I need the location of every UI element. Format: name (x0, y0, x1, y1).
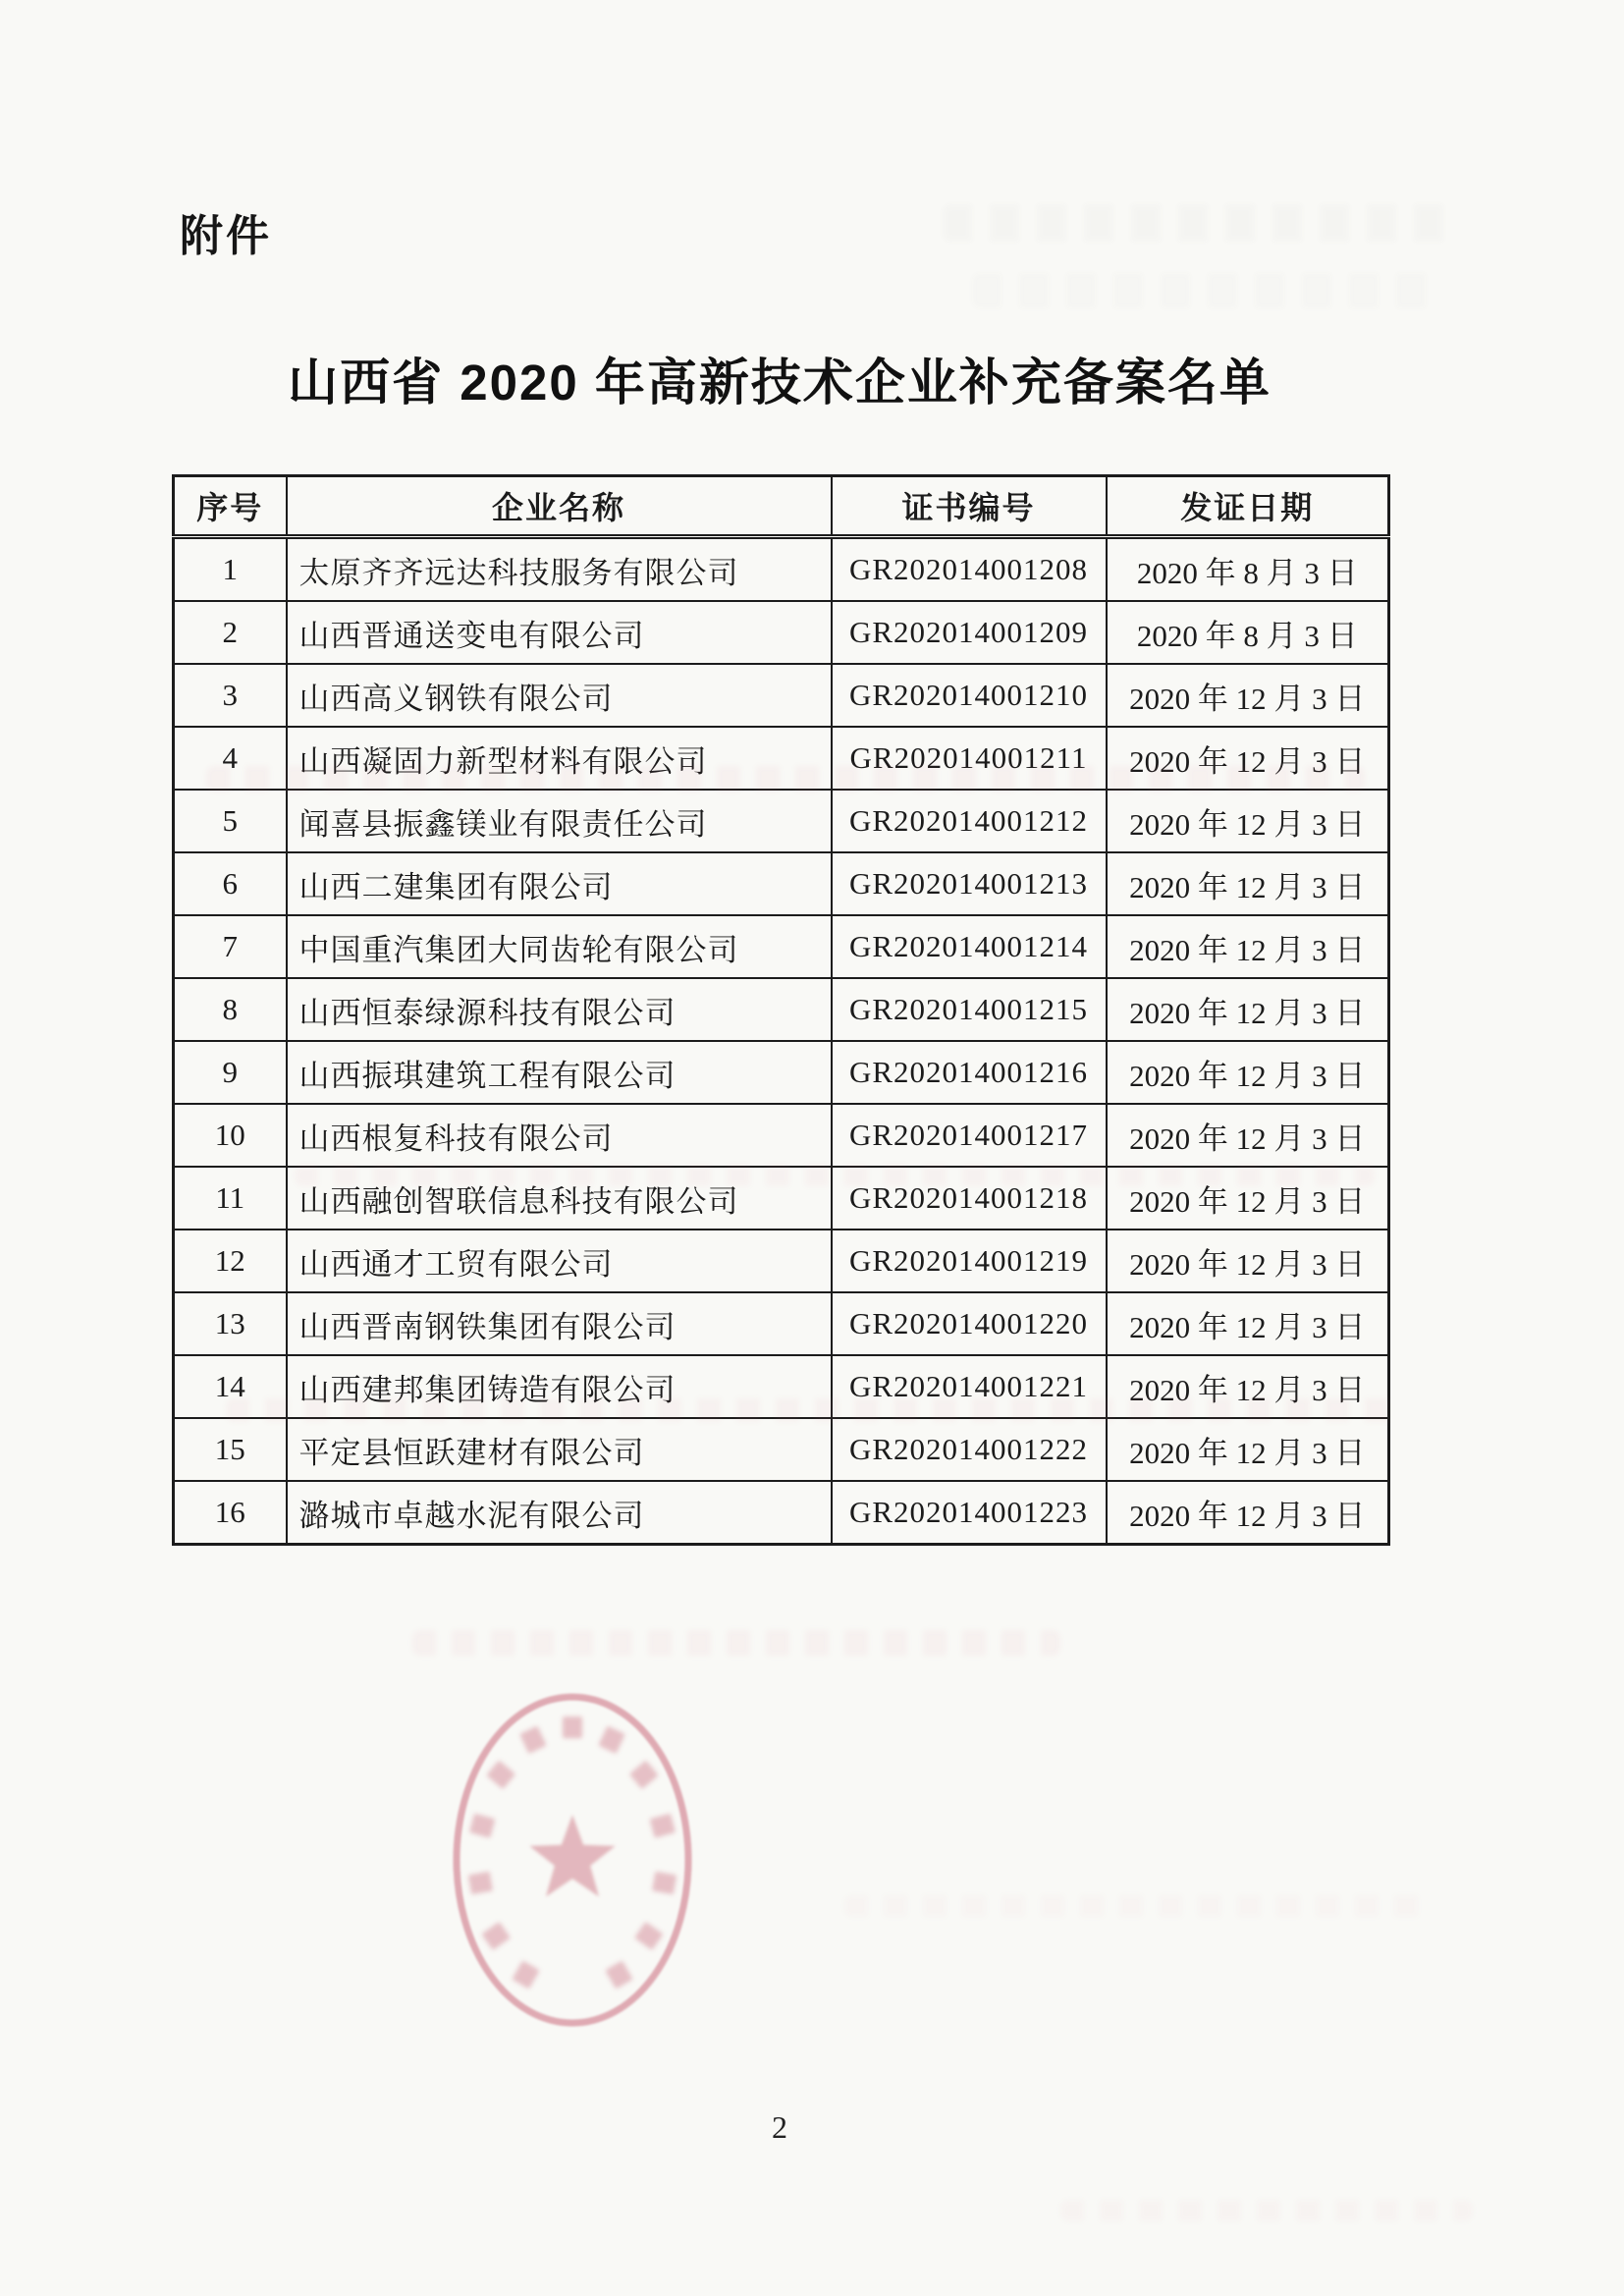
company-name-cell: 山西晋通送变电有限公司 (287, 601, 832, 664)
table-row (174, 978, 1389, 1041)
table-row (174, 1041, 1389, 1104)
issue-date-cell: 2020 年 12 月 3 日 (1107, 1104, 1389, 1167)
row-number-cell: 9 (174, 1041, 287, 1104)
company-name-cell: 山西二建集团有限公司 (287, 852, 832, 915)
issue-date-cell: 2020 年 12 月 3 日 (1107, 1292, 1389, 1355)
col-header-date: 发证日期 (1107, 476, 1389, 537)
certificate-number-cell: GR202014001219 (832, 1230, 1107, 1292)
table-row (174, 1167, 1389, 1230)
col-header-certificate: 证书编号 (832, 476, 1107, 537)
certificate-number-cell: GR202014001214 (832, 915, 1107, 978)
issue-date-cell: 2020 年 12 月 3 日 (1107, 1041, 1389, 1104)
certificate-number-cell: GR202014001222 (832, 1418, 1107, 1481)
row-number-cell: 6 (174, 852, 287, 915)
table-row (174, 1355, 1389, 1418)
issue-date-cell: 2020 年 12 月 3 日 (1107, 852, 1389, 915)
bleed-through-artifact (1060, 2200, 1473, 2221)
row-number-cell: 2 (174, 601, 287, 664)
issue-date-cell: 2020 年 12 月 3 日 (1107, 1355, 1389, 1418)
row-number-cell: 12 (174, 1230, 287, 1292)
row-number-cell: 16 (174, 1481, 287, 1545)
company-name-cell: 平定县恒跃建材有限公司 (287, 1418, 832, 1481)
company-name-cell: 山西高义钢铁有限公司 (287, 664, 832, 727)
page-number: 2 (772, 2109, 787, 2145)
bleed-through-artifact (412, 1630, 1060, 1656)
certificate-number-cell: GR202014001209 (832, 601, 1107, 664)
certificate-number-cell: GR202014001215 (832, 978, 1107, 1041)
table-header-row (174, 476, 1389, 537)
row-number-cell: 8 (174, 978, 287, 1041)
issue-date-cell: 2020 年 12 月 3 日 (1107, 664, 1389, 727)
issue-date-cell: 2020 年 8 月 3 日 (1107, 537, 1389, 602)
company-name-cell: 山西根复科技有限公司 (287, 1104, 832, 1167)
certificate-number-cell: GR202014001216 (832, 1041, 1107, 1104)
certificate-number-cell: GR202014001212 (832, 790, 1107, 852)
row-number-cell: 11 (174, 1167, 287, 1230)
table-row (174, 727, 1389, 790)
page-title: 山西省 2020 年高新技术企业补充备案名单 (288, 355, 1272, 410)
company-name-cell: 山西通才工贸有限公司 (287, 1230, 832, 1292)
bleed-through-artifact (943, 204, 1453, 242)
bleed-through-artifact (844, 1895, 1434, 1917)
company-name-cell: 山西晋南钢铁集团有限公司 (287, 1292, 832, 1355)
table-row (174, 1292, 1389, 1355)
table-row (174, 664, 1389, 727)
issue-date-cell: 2020 年 12 月 3 日 (1107, 790, 1389, 852)
table-row (174, 601, 1389, 664)
enterprise-roster-table (172, 474, 1390, 1546)
certificate-number-cell: GR202014001217 (832, 1104, 1107, 1167)
issue-date-cell: 2020 年 12 月 3 日 (1107, 1481, 1389, 1545)
red-star-seal-icon (447, 1691, 698, 2031)
table-row (174, 790, 1389, 852)
row-number-cell: 1 (174, 537, 287, 602)
company-name-cell: 山西建邦集团铸造有限公司 (287, 1355, 832, 1418)
col-header-company: 企业名称 (287, 476, 832, 537)
company-name-cell: 中国重汽集团大同齿轮有限公司 (287, 915, 832, 978)
issue-date-cell: 2020 年 12 月 3 日 (1107, 727, 1389, 790)
issue-date-cell: 2020 年 12 月 3 日 (1107, 1230, 1389, 1292)
certificate-number-cell: GR202014001211 (832, 727, 1107, 790)
issue-date-cell: 2020 年 12 月 3 日 (1107, 978, 1389, 1041)
table-row (174, 915, 1389, 978)
company-name-cell: 山西恒泰绿源科技有限公司 (287, 978, 832, 1041)
company-name-cell: 潞城市卓越水泥有限公司 (287, 1481, 832, 1545)
issue-date-cell: 2020 年 12 月 3 日 (1107, 1418, 1389, 1481)
certificate-number-cell: GR202014001218 (832, 1167, 1107, 1230)
row-number-cell: 10 (174, 1104, 287, 1167)
row-number-cell: 7 (174, 915, 287, 978)
company-name-cell: 山西凝固力新型材料有限公司 (287, 727, 832, 790)
col-header-index: 序号 (174, 476, 287, 537)
certificate-number-cell: GR202014001223 (832, 1481, 1107, 1545)
row-number-cell: 14 (174, 1355, 287, 1418)
company-name-cell: 山西融创智联信息科技有限公司 (287, 1167, 832, 1230)
issue-date-cell: 2020 年 12 月 3 日 (1107, 915, 1389, 978)
company-name-cell: 山西振琪建筑工程有限公司 (287, 1041, 832, 1104)
row-number-cell: 13 (174, 1292, 287, 1355)
row-number-cell: 5 (174, 790, 287, 852)
certificate-number-cell: GR202014001213 (832, 852, 1107, 915)
company-name-cell: 闻喜县振鑫镁业有限责任公司 (287, 790, 832, 852)
row-number-cell: 15 (174, 1418, 287, 1481)
table-row (174, 852, 1389, 915)
row-number-cell: 3 (174, 664, 287, 727)
company-name-cell: 太原齐齐远达科技服务有限公司 (287, 537, 832, 602)
certificate-number-cell: GR202014001208 (832, 537, 1107, 602)
certificate-number-cell: GR202014001220 (832, 1292, 1107, 1355)
row-number-cell: 4 (174, 727, 287, 790)
bleed-through-artifact (972, 273, 1434, 308)
attachment-label: 附件 (180, 212, 272, 260)
certificate-number-cell: GR202014001221 (832, 1355, 1107, 1418)
issue-date-cell: 2020 年 8 月 3 日 (1107, 601, 1389, 664)
certificate-number-cell: GR202014001210 (832, 664, 1107, 727)
table-row (174, 1230, 1389, 1292)
table-row (174, 1418, 1389, 1481)
table-row (174, 1104, 1389, 1167)
seal-star-icon (529, 1815, 615, 1896)
table-row (174, 537, 1389, 602)
issue-date-cell: 2020 年 12 月 3 日 (1107, 1167, 1389, 1230)
table-row (174, 1481, 1389, 1545)
